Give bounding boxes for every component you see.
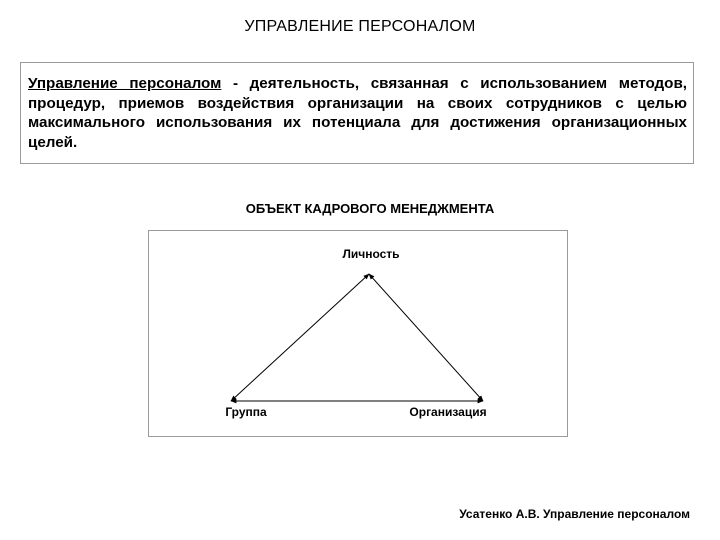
definition-term: Управление персоналом — [28, 75, 222, 92]
edge-top-left — [231, 274, 369, 401]
definition-text — [28, 74, 687, 152]
node-lichnost: Личность — [342, 247, 400, 261]
definition-body: деятельность, связанная с использованием методов, процедур, приемов воздействия организации на своих сотрудников с целью максимального использования их потенциала для достижения организационных целей. — [28, 75, 688, 151]
triangle-diagram — [148, 230, 568, 437]
definition-box — [20, 62, 694, 164]
diagram-heading: ОБЪЕКТ КАДРОВОГО МЕНЕДЖМЕНТА — [245, 201, 495, 216]
definition-separator: - — [221, 75, 250, 92]
node-gruppa: Группа — [225, 405, 267, 419]
node-organizatsiya: Организация — [409, 405, 487, 419]
edge-top-right — [369, 274, 483, 401]
diagram-edges — [231, 274, 483, 401]
footer-credit: Усатенко А.В. Управление персоналом — [459, 507, 690, 521]
triangle-diagram-svg — [149, 231, 569, 438]
slide-title: УПРАВЛЕНИЕ ПЕРСОНАЛОМ — [244, 18, 476, 35]
